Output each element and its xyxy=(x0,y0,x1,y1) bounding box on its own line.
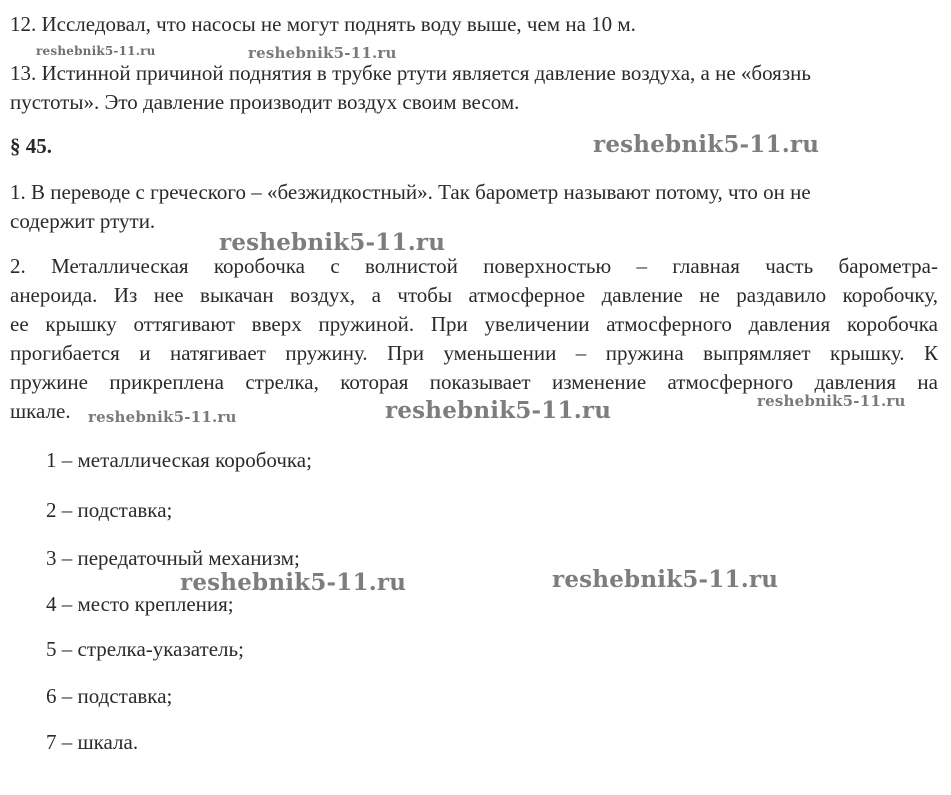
answer-2-line-4: прогибается и натягивает пружину. При уменьшении – пружина выпрямляет крышку. К xyxy=(10,341,938,365)
watermark: reshebnik5-11.ru xyxy=(385,397,612,424)
watermark: reshebnik5-11.ru xyxy=(88,408,237,426)
item-12-text: 12. Исследовал, что насосы не могут поднять воду выше, чем на 10 м. xyxy=(10,12,636,36)
watermark: reshebnik5-11.ru xyxy=(248,44,397,62)
answer-2-line-6: шкале. xyxy=(10,399,71,423)
answer-1-line-2: содержит ртути. xyxy=(10,209,156,233)
section-heading: § 45. xyxy=(10,134,52,158)
answer-2-line-5: пружине прикреплена стрелка, которая показывает изменение атмосферного давления на xyxy=(10,370,938,394)
parts-list-item: 6 – подставка; xyxy=(46,684,173,708)
parts-list-item: 2 – подставка; xyxy=(46,498,173,522)
parts-list-item: 7 – шкала. xyxy=(46,730,139,754)
answer-1-line-1: 1. В переводе с греческого – «безжидкостный». Так барометр называют потому, что он не xyxy=(10,180,811,204)
answer-2-line-2: анероида. Из нее выкачан воздух, а чтобы атмосферное давление не раздавило коробочку, xyxy=(10,283,938,307)
item-13-line-1: 13. Истинной причиной поднятия в трубке ртути является давление воздуха, а не «боязнь xyxy=(10,61,811,85)
parts-list-item: 3 – передаточный механизм; xyxy=(46,546,300,570)
answer-2-line-1: 2. Металлическая коробочка с волнистой поверхностью – главная часть барометра- xyxy=(10,254,938,278)
watermark: reshebnik5-11.ru xyxy=(593,131,820,158)
watermark: reshebnik5-11.ru xyxy=(552,566,779,593)
parts-list-item: 5 – стрелка-указатель; xyxy=(46,637,244,661)
watermark: reshebnik5-11.ru xyxy=(219,229,446,256)
parts-list-item: 1 – металлическая коробочка; xyxy=(46,448,312,472)
item-13-line-2: пустоты». Это давление производит воздух своим весом. xyxy=(10,90,520,114)
watermark: reshebnik5-11.ru xyxy=(36,44,156,58)
answer-2-line-3: ее крышку оттягивают вверх пружиной. При увеличении атмосферного давления коробочка xyxy=(10,312,938,336)
parts-list-item: 4 – место крепления; xyxy=(46,592,234,616)
watermark: reshebnik5-11.ru xyxy=(180,569,407,596)
watermark: reshebnik5-11.ru xyxy=(757,392,906,410)
